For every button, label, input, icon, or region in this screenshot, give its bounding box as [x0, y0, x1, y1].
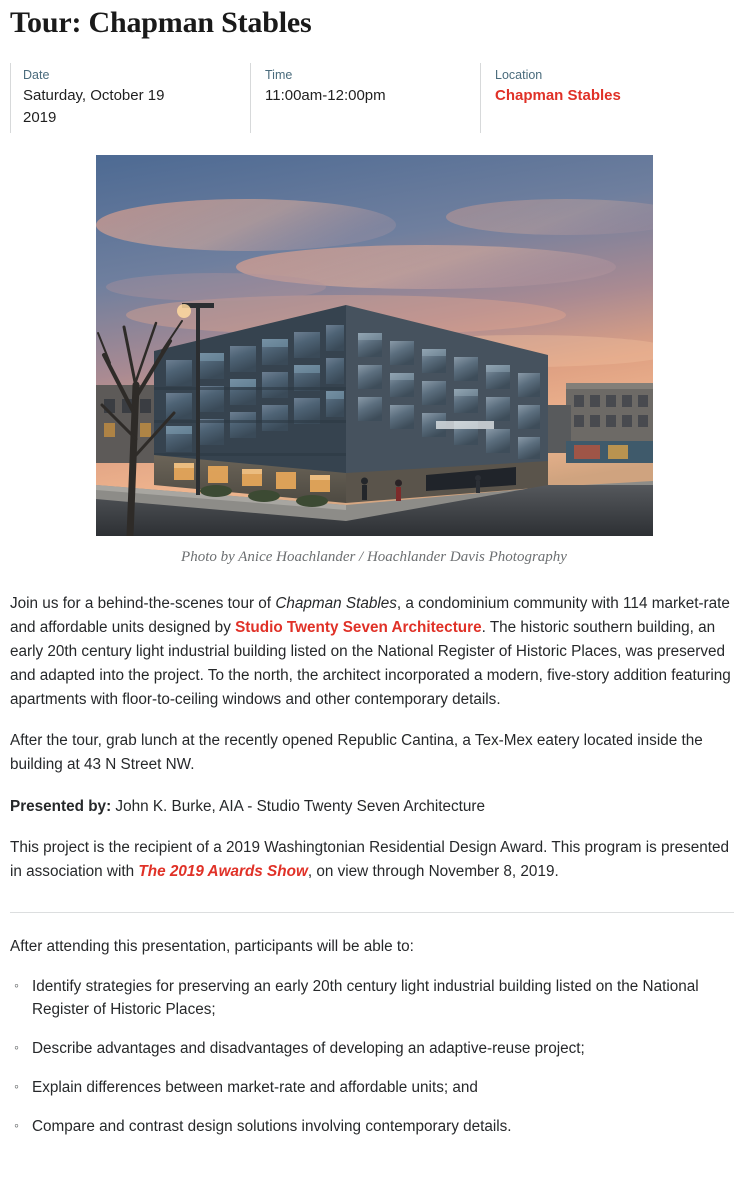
list-item: ◦ Explain differences between market-rate and affordable units; and	[10, 1076, 722, 1100]
description-paragraph-3	[10, 795, 732, 819]
meta-label-date: Date	[23, 67, 50, 82]
objectives-list	[10, 975, 734, 1139]
meta-item-time	[250, 63, 480, 133]
presented-by-label: Presented by:	[10, 797, 112, 815]
para1-emphasis: Chapman Stables	[275, 594, 397, 612]
para1-seg2: , a condominium community with 114 market-rate and affordable units designed by	[10, 594, 730, 636]
link-studio-twenty-seven-architecture[interactable]: Studio Twenty Seven Architecture	[235, 618, 482, 636]
description-paragraph-2: After the tour, grab lunch at the recently opened Republic Cantina, a Tex-Mex eatery located inside the building at 43 N Street NW.	[10, 732, 703, 774]
event-page	[0, 6, 748, 1138]
event-figure	[0, 155, 748, 566]
page-title: Tour: Chapman Stables	[10, 6, 312, 39]
meta-item-date	[10, 63, 250, 133]
chapman-stables-building-photo	[96, 155, 653, 536]
meta-item-location	[480, 63, 720, 133]
list-item: ◦ Describe advantages and disadvantages of developing an adaptive-reuse project;	[10, 1037, 722, 1061]
list-item: ◦ Identify strategies for preserving an early 20th century light industrial building listed on the National Register of Historic Places;	[10, 975, 722, 1022]
objectives-intro: After attending this presentation, participants will be able to:	[10, 938, 414, 956]
meta-label-location: Location	[495, 67, 543, 82]
para4-seg1: This project is the recipient of a 2019 Washingtonian Residential Design Award. This program is presented in association with	[10, 838, 730, 880]
para1-seg1: Join us for a behind-the-scenes tour of	[10, 594, 276, 612]
figure-caption: Photo by Anice Hoachlander / Hoachlander Davis Photography	[181, 548, 567, 565]
meta-value-time: 11:00am-12:00pm	[265, 87, 386, 104]
meta-value-date: Saturday, October 19 2019	[23, 87, 165, 126]
link-2019-awards-show[interactable]: The 2019 Awards Show	[138, 862, 308, 880]
meta-value-location-link[interactable]: Chapman Stables	[495, 87, 621, 104]
learning-objectives-section	[10, 935, 734, 1138]
description-paragraph-1	[10, 592, 732, 713]
para1-seg3: . The historic southern building, an early 20th century light industrial building listed on the National Register of Historic Places, was preserved and adapted into the project. To the north, the architect incorporated a modern, five-story addition featuring apartments with floor-to-ceiling windows and other contemporary details.	[10, 618, 731, 709]
meta-label-time: Time	[265, 67, 293, 82]
event-description	[10, 592, 732, 885]
event-meta-bar	[10, 63, 730, 133]
description-paragraph-4	[10, 836, 732, 884]
list-item: ◦ Compare and contrast design solutions involving contemporary details.	[10, 1115, 722, 1139]
para4-seg2: , on view through November 8, 2019.	[307, 862, 559, 880]
section-divider	[10, 912, 734, 913]
presented-by-value: John K. Burke, AIA - Studio Twenty Seven Architecture	[111, 797, 486, 815]
